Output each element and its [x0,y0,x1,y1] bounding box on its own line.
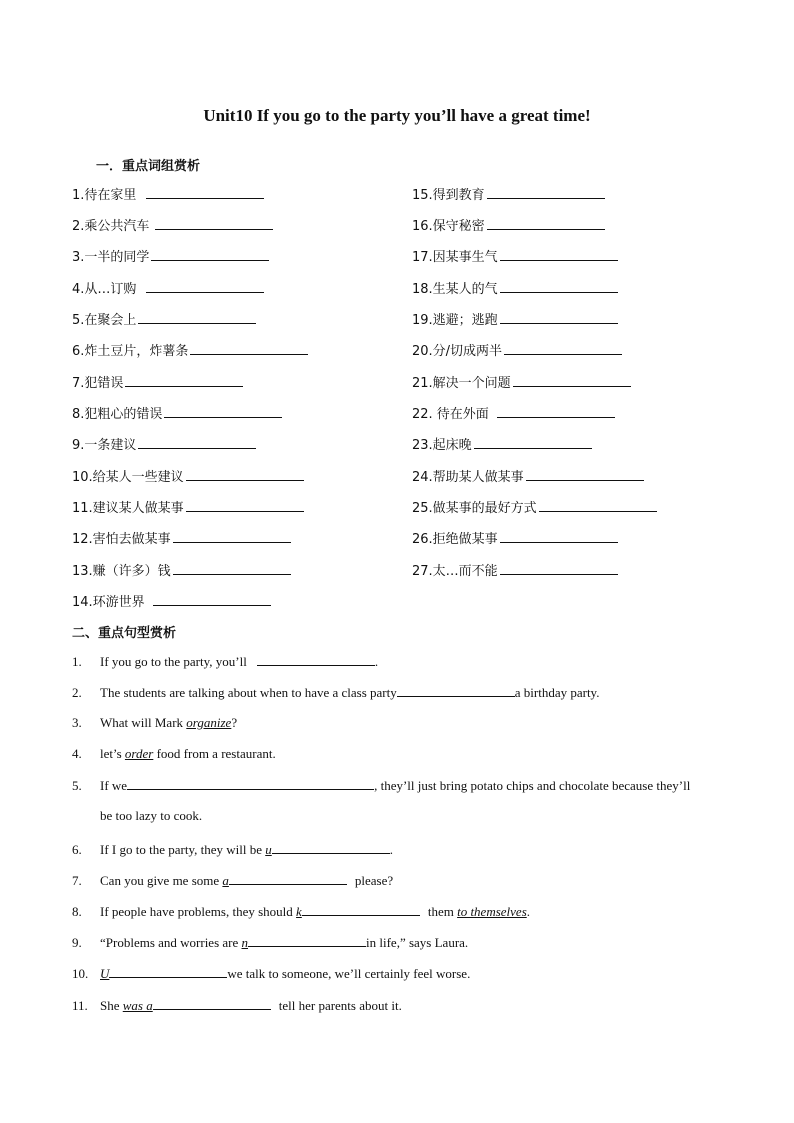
hint-word: n [241,935,249,950]
hint-word: U [100,966,110,981]
sentence-item: 10. U we talk to someone, we’ll certainly feel worse. [72,966,471,981]
hint-word: to themselves [457,904,527,919]
answer-blank[interactable] [500,560,618,575]
answer-blank[interactable] [138,434,256,449]
sentence-item: 1. If you go to the party, you’ll . [72,654,379,669]
sentence-item: 3. What will Mark organize? [72,715,238,730]
vocab-item: 8.犯粗心的错误 [72,403,282,421]
vocab-item: 27.太…而不能 [412,560,618,578]
vocab-item: 16.保守秘密 [412,215,605,233]
answer-blank[interactable] [272,840,390,854]
sentence-continuation: be too lazy to cook. [100,808,203,823]
hint-word: k [296,904,302,919]
vocab-item: 18.生某人的气 [412,278,618,296]
vocab-item: 14.环游世界 [72,591,271,609]
answer-blank[interactable] [500,528,618,543]
vocab-item: 11.建议某人做某事 [72,497,304,515]
answer-blank[interactable] [474,434,592,449]
page-title: Unit10 If you go to the party you’ll have a great time! [203,106,591,125]
sentence-item: 7. Can you give me some a please? [72,873,394,888]
sentence-item: 4. let’s order food from a restaurant. [72,746,276,761]
answer-blank[interactable] [146,278,264,293]
vocab-item: 5.在聚会上 [72,309,256,327]
answer-blank[interactable] [109,964,227,978]
section-heading-phrases: 一．重点词组赏析 [96,159,201,174]
answer-blank[interactable] [513,372,631,387]
answer-blank[interactable] [500,278,618,293]
answer-blank[interactable] [229,871,347,885]
answer-blank[interactable] [487,215,605,230]
vocab-item: 4.从…订购 [72,278,264,296]
sentence-item: 5. If we , they’ll just bring potato chips and chocolate because they’ll [72,778,691,793]
answer-blank[interactable] [173,528,291,543]
vocab-item: 7.犯错误 [72,372,243,390]
hint-word: was a [122,998,153,1013]
answer-blank[interactable] [500,309,618,324]
vocab-item: 3.一半的同学 [72,246,269,264]
vocab-item: 15.得到教育 [412,184,605,202]
vocab-item: 23.起床晚 [412,434,592,452]
answer-blank[interactable] [153,591,271,606]
vocab-item: 12.害怕去做某事 [72,528,291,546]
vocab-item: 22. 待在外面 [412,403,615,421]
hint-word: u [265,842,272,857]
sentence-item: 9. “Problems and worries are n in life,” says Laura. [72,935,469,950]
answer-blank[interactable] [257,652,375,666]
answer-blank[interactable] [397,683,515,697]
vocab-item: 25.做某事的最好方式 [412,497,657,515]
hint-word: organize [186,715,232,730]
vocab-item: 21.解决一个问题 [412,372,631,390]
answer-blank[interactable] [497,403,615,418]
vocab-item: 13.赚（许多）钱 [72,560,291,578]
answer-blank[interactable] [127,776,374,790]
vocab-item: 1.待在家里 [72,184,264,202]
answer-blank[interactable] [302,902,420,916]
vocab-item: 9.一条建议 [72,434,256,452]
answer-blank[interactable] [186,466,304,481]
answer-blank[interactable] [146,184,264,199]
vocab-item: 17.因某事生气 [412,246,618,264]
answer-blank[interactable] [500,246,618,261]
vocab-item: 19.逃避；逃跑 [412,309,618,327]
answer-blank[interactable] [248,933,366,947]
answer-blank[interactable] [487,184,605,199]
vocab-item: 2.乘公共汽车 [72,215,273,233]
hint-word: order [124,746,154,761]
answer-blank[interactable] [125,372,243,387]
answer-blank[interactable] [526,466,644,481]
section-heading-sentences: 二、重点句型赏析 [72,626,177,641]
sentence-item: 11. She was a tell her parents about it. [72,998,402,1013]
answer-blank[interactable] [190,340,308,355]
vocab-item: 6.炸土豆片，炸薯条 [72,340,308,358]
answer-blank[interactable] [173,560,291,575]
answer-blank[interactable] [504,340,622,355]
sentence-item: 8. If people have problems, they should k them to themselves. [72,904,530,919]
answer-blank[interactable] [138,309,256,324]
answer-blank[interactable] [153,996,271,1010]
vocab-item: 26.拒绝做某事 [412,528,618,546]
answer-blank[interactable] [539,497,657,512]
answer-blank[interactable] [151,246,269,261]
answer-blank[interactable] [164,403,282,418]
sentence-item: 2. The students are talking about when to have a class party a birthday party. [72,685,600,700]
vocab-item: 10.给某人一些建议 [72,466,304,484]
vocab-item: 24.帮助某人做某事 [412,466,644,484]
answer-blank[interactable] [186,497,304,512]
hint-word: a [222,873,229,888]
sentence-item: 6. If I go to the party, they will be u . [72,842,393,857]
vocab-item: 20.分/切成两半 [412,340,622,358]
answer-blank[interactable] [155,215,273,230]
